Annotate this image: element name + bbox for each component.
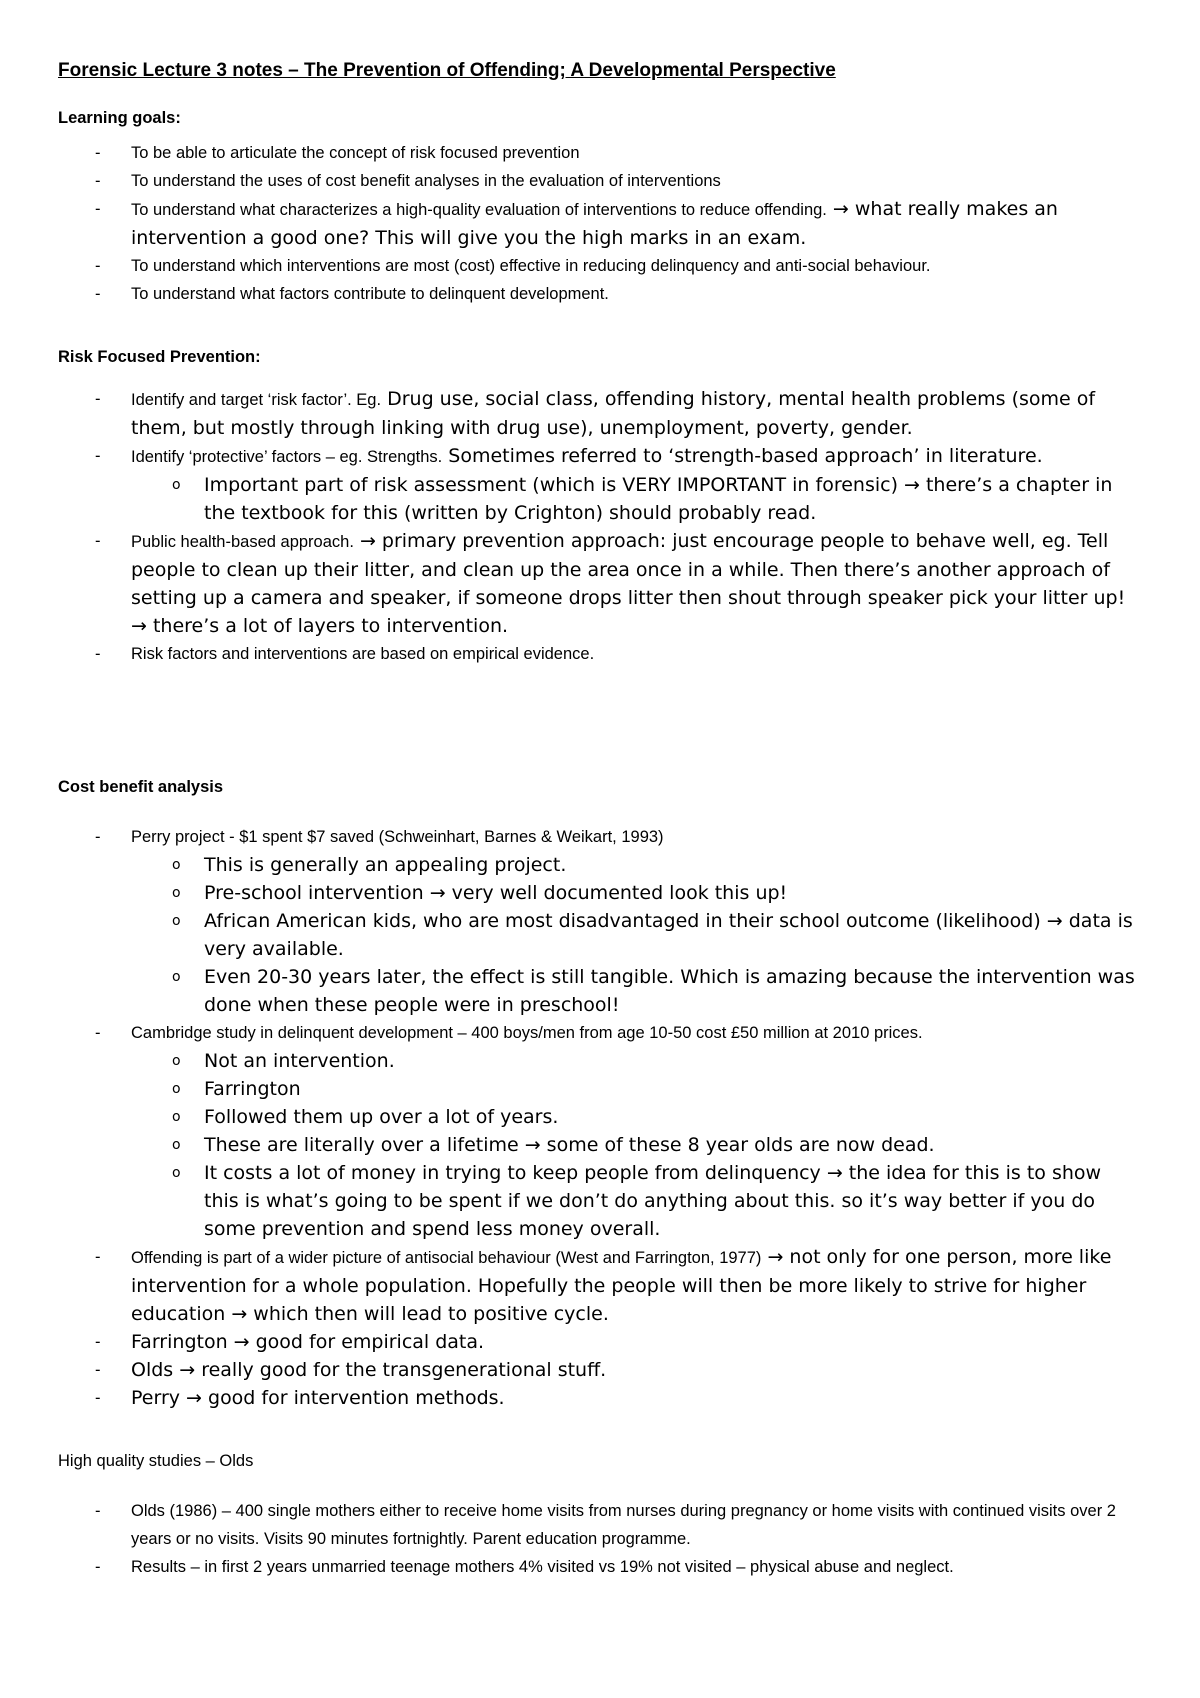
sub-list-item: o These are literally over a lifetime → some of these 8 year olds are now dead. [172, 1134, 935, 1156]
list-item: - Identify ‘protective’ factors – eg. Strengths. Sometimes referred to ‘strength-based approach’ in literature. [95, 445, 1043, 467]
list-item: - Identify and target ‘risk factor’. Eg. Drug use, social class, offending history, mental health problems (some of them, but mostly through linking with drug use), unemployment, poverty, gender. [95, 388, 1096, 439]
cost-benefit-list [0, 823, 1200, 1412]
list-item: - Cambridge study in delinquent development – 400 boys/men from age 10-50 cost £50 million at 2010 prices. [95, 1024, 923, 1042]
page-title: Forensic Lecture 3 notes – The Prevention of Offending; A Developmental Perspective [58, 60, 836, 81]
high-quality-heading: High quality studies – Olds [58, 1452, 254, 1470]
cost-benefit-heading: Cost benefit analysis [58, 778, 224, 796]
list-item: - To understand the uses of cost benefit analyses in the evaluation of interventions [95, 172, 721, 190]
sub-list-item: o It costs a lot of money in trying to keep people from delinquency → the idea for this is to show this is what’s going to be spent if we don’t do anything about this. so it’s way better if you do some prevention and spend less money overall. [172, 1162, 1102, 1240]
sub-list-item: o Pre-school intervention → very well documented look this up! [172, 882, 788, 904]
risk-prevention-heading: Risk Focused Prevention: [58, 348, 261, 366]
sub-list-item: o Even 20-30 years later, the effect is still tangible. Which is amazing because the intervention was done when these people were in preschool! [172, 966, 1135, 1016]
list-item: - Olds (1986) – 400 single mothers either to receive home visits from nurses during pregnancy or home visits with continued visits over 2 years or no visits. Visits 90 minutes fortnightly. Parent education programme. [95, 1502, 1116, 1548]
list-item: - To understand what characterizes a high-quality evaluation of interventions to reduce offending. → what really makes an intervention a good one? This will give you the high marks in an exam. [95, 198, 1058, 249]
sub-list-item: o Important part of risk assessment (which is VERY IMPORTANT in forensic) → there’s a chapter in the textbook for this (written by Crighton) should probably read. [172, 474, 1113, 524]
learning-goals-heading: Learning goals: [58, 109, 181, 127]
list-item: - To understand what factors contribute to delinquent development. [95, 285, 609, 303]
list-item: - Risk factors and interventions are based on empirical evidence. [95, 645, 595, 663]
list-item: - To be able to articulate the concept of risk focused prevention [95, 144, 580, 162]
list-item: - Results – in first 2 years unmarried teenage mothers 4% visited vs 19% not visited – physical abuse and neglect. [95, 1558, 954, 1576]
learning-goals-list [0, 139, 1200, 308]
list-item: - Perry → good for intervention methods. [95, 1387, 505, 1409]
sub-list-item: o Farrington [172, 1078, 301, 1100]
list-item: - Perry project - $1 spent $7 saved (Schweinhart, Barnes & Weikart, 1993) [95, 828, 664, 846]
list-item: - To understand which interventions are most (cost) effective in reducing delinquency and anti-social behaviour. [95, 257, 931, 275]
list-item: - Farrington → good for empirical data. [95, 1331, 485, 1353]
list-item: - Public health-based approach. → primary prevention approach: just encourage people to behave well, eg. Tell people to clean up their litter, and clean up the area once in a while. Then there’s another approach of setting up a camera and speaker, if someone drops litter then shout through speaker pick your litter up! → there’s a lot of layers to intervention. [95, 530, 1126, 637]
sub-list-item: o African American kids, who are most disadvantaged in their school outcome (likelihood) → data is very available. [172, 910, 1133, 960]
sub-list-item: o Followed them up over a lot of years. [172, 1106, 559, 1128]
high-quality-list [0, 1497, 1200, 1581]
sub-list-item: o Not an intervention. [172, 1050, 395, 1072]
risk-prevention-list [0, 385, 1200, 668]
list-item: - Olds → really good for the transgenerational stuff. [95, 1359, 607, 1381]
list-item: - Offending is part of a wider picture of antisocial behaviour (West and Farrington, 1977) → not only for one person, more like intervention for a whole population. Hopefully the people will then be more likely to strive for higher education → which then will lead to positive cycle. [95, 1246, 1112, 1325]
sub-list-item: o This is generally an appealing project. [172, 854, 567, 876]
